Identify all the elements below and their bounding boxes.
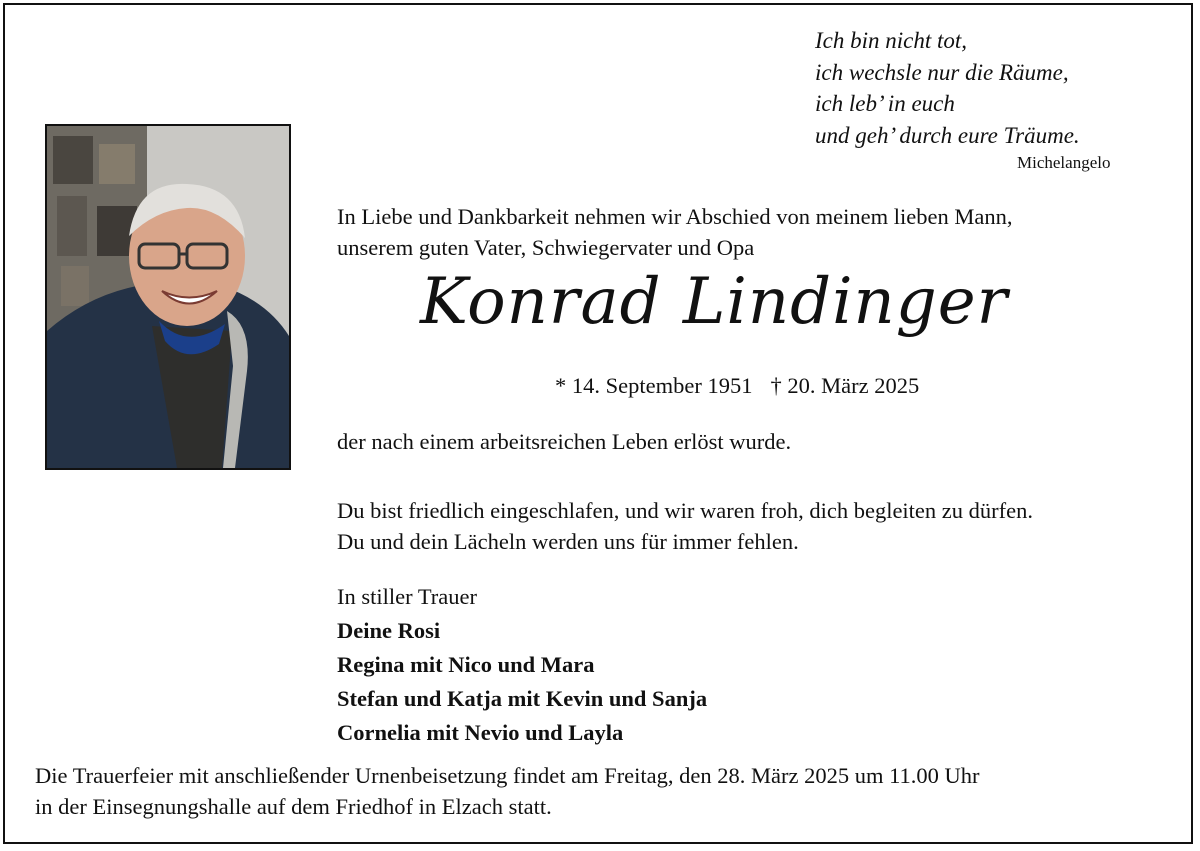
poem-line: und geh’ durch eure Träume. <box>815 122 1080 148</box>
intro-text <box>337 201 1012 263</box>
mourner-name: Cornelia mit Nevio und Layla <box>337 720 624 745</box>
intro-line: In Liebe und Dankbarkeit nehmen wir Abschied von meinem lieben Mann, <box>337 204 1013 229</box>
poem-line: Ich bin nicht tot, <box>815 28 968 53</box>
mourners-heading: In stiller Trauer <box>337 584 477 609</box>
poem-line: ich wechsle nur die Räume, <box>815 59 1069 85</box>
death-date: † 20. März 2025 <box>770 373 920 398</box>
farewell-text <box>337 495 1033 557</box>
mourner-name: Stefan und Katja mit Kevin und Sanja <box>337 686 708 711</box>
deceased-name: Konrad Lindinger <box>420 265 1009 339</box>
obituary-notice <box>3 3 1193 844</box>
farewell-line: Du und dein Lächeln werden uns für immer fehlen. <box>337 529 799 554</box>
poem-line: ich leb’ in euch <box>815 91 955 116</box>
service-info <box>35 760 980 822</box>
portrait-photo <box>45 124 291 470</box>
relief-text: der nach einem arbeitsreichen Leben erlöst wurde. <box>337 429 792 454</box>
poem <box>815 25 1080 151</box>
mourner-name: Regina mit Nico und Mara <box>337 652 595 677</box>
mourners-list <box>337 580 707 750</box>
intro-line: unserem guten Vater, Schwiegervater und Opa <box>337 235 755 260</box>
portrait-image <box>47 126 289 468</box>
life-dates <box>555 373 919 399</box>
service-line: in der Einsegnungshalle auf dem Friedhof in Elzach statt. <box>35 794 552 819</box>
service-line: Die Trauerfeier mit anschließender Urnenbeisetzung findet am Freitag, den 28. März 2025 um 11.00 Uhr <box>35 763 980 788</box>
farewell-line: Du bist friedlich eingeschlafen, und wir waren froh, dich begleiten zu dürfen. <box>337 498 1034 523</box>
birth-date: * 14. September 1951 <box>555 373 753 398</box>
poem-author: Michelangelo <box>1017 153 1111 172</box>
mourner-name: Deine Rosi <box>337 618 441 643</box>
